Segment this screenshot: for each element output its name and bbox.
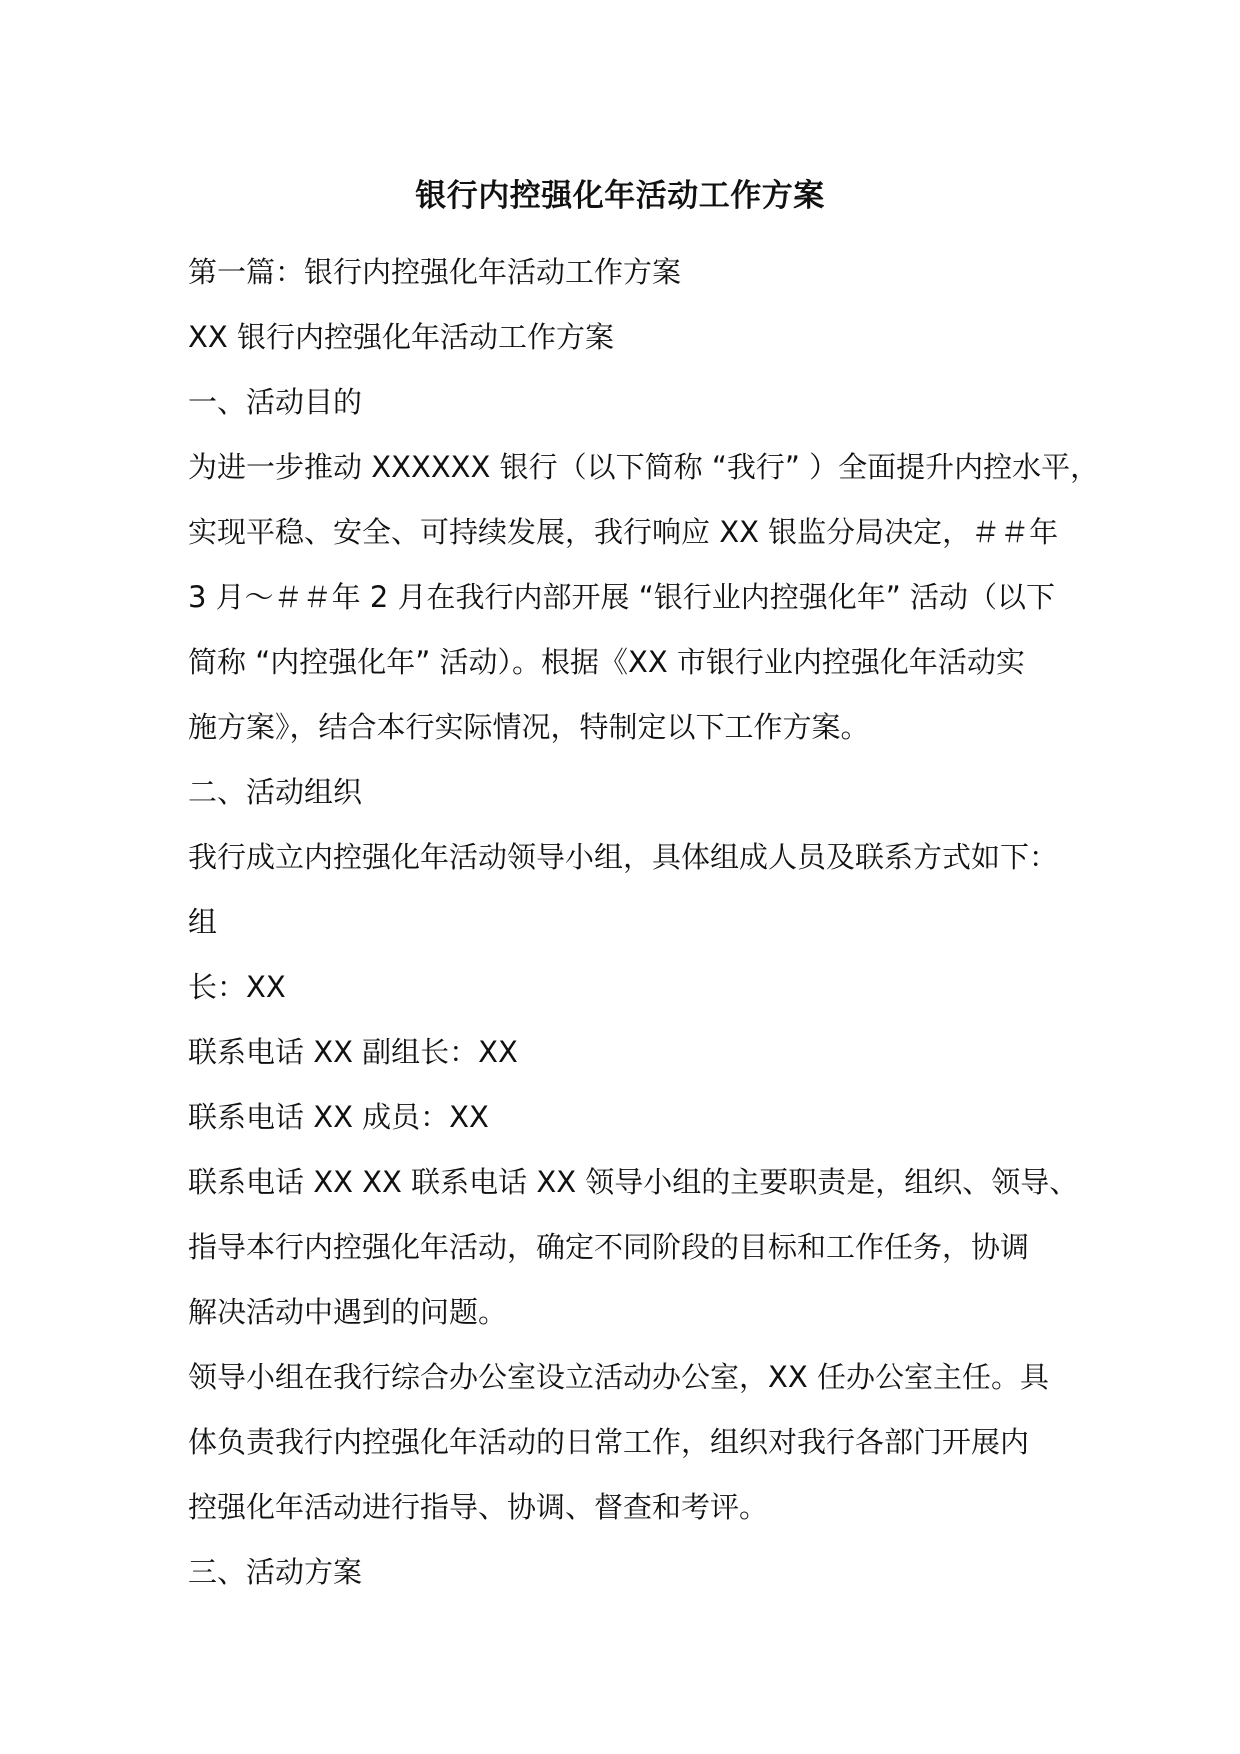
text-line: 3 月～＃＃年 2 月在我行内部开展 “银行业内控强化年” 活动（以下: [188, 580, 1056, 614]
text-line: 指导本行内控强化年活动，确定不同阶段的目标和工作任务，协调: [188, 1230, 1030, 1264]
text-line: 解决活动中遇到的问题。: [188, 1295, 508, 1329]
text-line: 联系电话 XX 副组长：XX: [188, 1035, 518, 1069]
document-title: 银行内控强化年活动工作方案: [415, 178, 825, 214]
text-line: XX 银行内控强化年活动工作方案: [188, 320, 614, 354]
text-line: 实现平稳、安全、可持续发展，我行响应 XX 银监分局决定，＃＃年: [188, 515, 1059, 549]
text-line: 控强化年活动进行指导、协调、督查和考评。: [188, 1490, 769, 1524]
text-line: 为进一步推动 XXXXXX 银行（以下简称 “我行” ）全面提升内控水平，: [188, 450, 1100, 484]
text-line: 领导小组在我行综合办公室设立活动办公室，XX 任办公室主任。具: [188, 1360, 1049, 1394]
text-line: 简称 “内控强化年” 活动）。根据《XX 市银行业内控强化年活动实: [188, 645, 1025, 679]
text-line: 第一篇：银行内控强化年活动工作方案: [188, 255, 682, 289]
text-line: 组: [188, 905, 218, 939]
text-line: 体负责我行内控强化年活动的日常工作，组织对我行各部门开展内: [188, 1425, 1030, 1459]
text-line: 施方案》，结合本行实际情况，特制定以下工作方案。: [188, 710, 870, 744]
section-heading: 二、活动组织: [188, 775, 363, 809]
document-body: [188, 240, 1100, 1605]
text-line: 我行成立内控强化年活动领导小组，具体组成人员及联系方式如下：: [188, 840, 1059, 874]
section-heading: 三、活动方案: [188, 1555, 363, 1589]
text-line: 联系电话 XX 成员：XX: [188, 1100, 489, 1134]
text-line: 联系电话 XX XX 联系电话 XX 领导小组的主要职责是，组织、领导、: [188, 1165, 1079, 1199]
text-line: 长：XX: [188, 970, 286, 1004]
section-heading: 一、活动目的: [188, 385, 363, 419]
